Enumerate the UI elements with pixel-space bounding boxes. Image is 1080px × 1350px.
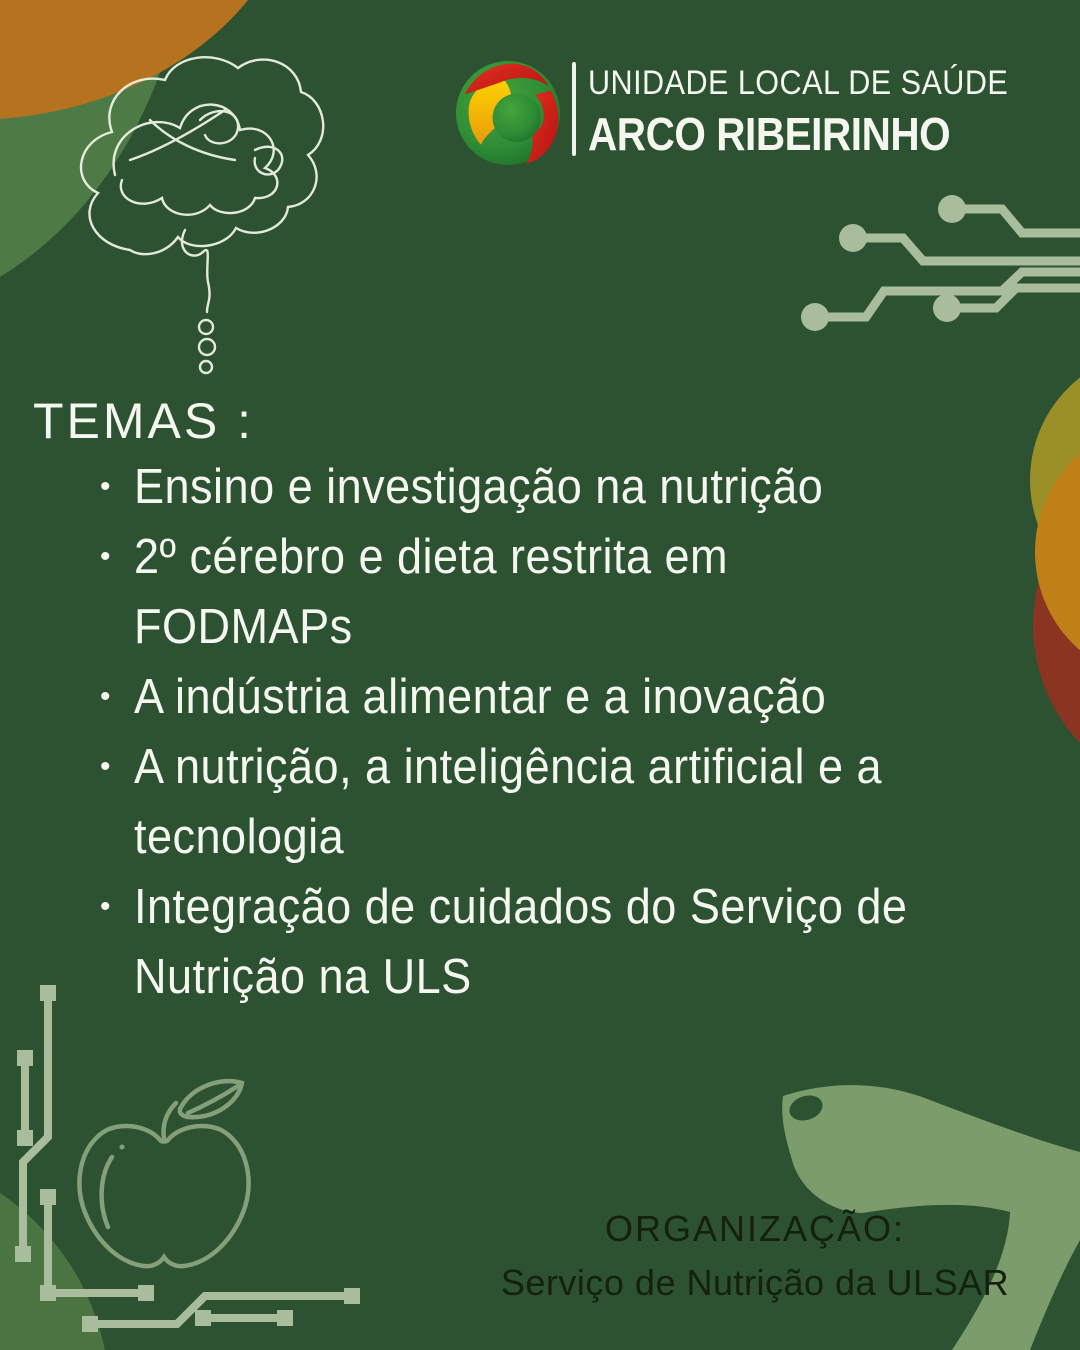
apple-outline-icon: [79, 1081, 248, 1266]
topic-item: [100, 662, 1050, 732]
logo-org-line1: UNIDADE LOCAL DE SAÚDE: [588, 64, 1009, 102]
topic-item: [100, 732, 1050, 872]
organization-name: Serviço de Nutrição da ULSAR: [500, 1262, 1010, 1303]
logo-divider: [572, 62, 576, 156]
topics-list: [100, 452, 1050, 1012]
bullet-icon: •: [100, 750, 111, 783]
bullet-icon: •: [100, 540, 111, 573]
organization-label: ORGANIZAÇÃO:: [604, 1208, 906, 1249]
organization-block: [400, 1208, 1080, 1304]
topics-title: TEMAS :: [33, 393, 255, 449]
topic-item: [100, 452, 1050, 522]
logo-text: [588, 64, 1055, 161]
uls-sphere-logo-icon: [455, 60, 561, 166]
logo-org-line2: ARCO RIBEIRINHO: [588, 108, 951, 160]
bullet-icon: •: [100, 470, 111, 503]
topic-text: Integração de cuidados do Serviço de Nutrição na ULS: [134, 880, 908, 1004]
topic-item: [100, 872, 1050, 1012]
bullet-icon: •: [100, 680, 111, 713]
topic-text: A nutrição, a inteligência artificial e a tecnologia: [134, 740, 883, 864]
topic-text: 2º cérebro e dieta restrita em FODMAPs: [134, 530, 729, 654]
bullet-icon: •: [100, 890, 111, 923]
topic-item: [100, 522, 1050, 662]
topic-text: Ensino e investigação na nutrição: [134, 460, 824, 514]
circuit-traces-icon: [801, 195, 1080, 331]
topic-text: A indústria alimentar e a inovação: [134, 670, 827, 724]
